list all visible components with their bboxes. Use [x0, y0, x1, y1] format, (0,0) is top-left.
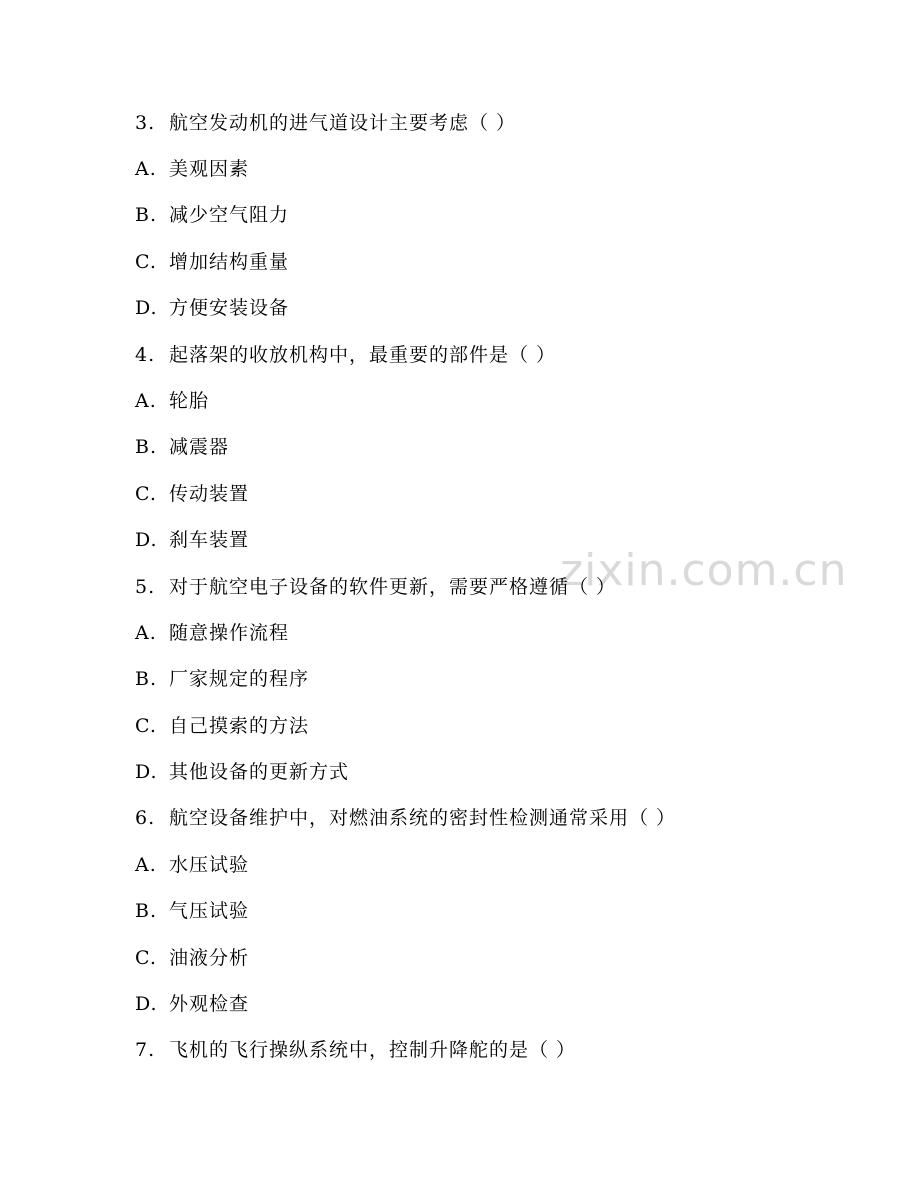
option-text: 随意操作流程: [169, 622, 290, 644]
option-text: 厂家规定的程序: [169, 668, 310, 690]
question-text: 航空发动机的进气道设计主要考虑（ ）: [169, 112, 517, 134]
option-d: [135, 525, 249, 555]
option-text: 轮胎: [169, 390, 210, 412]
question-5: [135, 572, 616, 602]
option-label: C.: [135, 251, 157, 273]
question-3: [135, 108, 516, 138]
question-number: 4.: [135, 344, 156, 366]
option-d: [135, 757, 349, 787]
option-text: 方便安装设备: [169, 297, 290, 319]
option-text: 油液分析: [169, 947, 250, 969]
option-b: [135, 432, 229, 462]
option-d: [135, 293, 289, 323]
option-label: C.: [135, 715, 157, 737]
option-a: [135, 386, 209, 416]
option-label: A.: [135, 622, 157, 644]
question-text: 航空设备维护中，对燃油系统的密封性检测通常采用（ ）: [169, 807, 677, 829]
option-label: C.: [135, 483, 157, 505]
question-4: [135, 340, 556, 370]
option-text: 刹车装置: [169, 529, 250, 551]
option-label: D.: [135, 529, 158, 551]
watermark: zixin.com.cn: [560, 545, 848, 596]
option-text: 自己摸索的方法: [169, 715, 310, 737]
option-a: [135, 850, 249, 880]
option-label: C.: [135, 947, 157, 969]
option-c: [135, 943, 249, 973]
question-text: 起落架的收放机构中，最重要的部件是（ ）: [169, 344, 557, 366]
option-b: [135, 664, 309, 694]
option-label: D.: [135, 761, 158, 783]
question-number: 5.: [135, 576, 156, 598]
question-number: 7.: [135, 1039, 156, 1061]
option-c: [135, 247, 289, 277]
option-b: [135, 200, 289, 230]
option-text: 传动装置: [169, 483, 250, 505]
option-text: 减少空气阻力: [169, 204, 290, 226]
option-text: 美观因素: [169, 158, 250, 180]
option-text: 其他设备的更新方式: [169, 761, 350, 783]
question-number: 3.: [135, 112, 156, 134]
option-text: 水压试验: [169, 854, 250, 876]
question-text: 飞机的飞行操纵系统中，控制升降舵的是（ ）: [169, 1039, 577, 1061]
question-7: [135, 1035, 576, 1065]
question-text: 对于航空电子设备的软件更新，需要严格遵循（ ）: [169, 576, 617, 598]
option-label: B.: [135, 204, 158, 226]
option-c: [135, 711, 309, 741]
option-a: [135, 618, 289, 648]
option-label: D.: [135, 993, 158, 1015]
option-label: B.: [135, 668, 158, 690]
option-text: 气压试验: [169, 900, 250, 922]
option-text: 增加结构重量: [169, 251, 290, 273]
option-a: [135, 154, 249, 184]
option-c: [135, 479, 249, 509]
option-label: D.: [135, 297, 158, 319]
option-text: 外观检查: [169, 993, 250, 1015]
option-label: B.: [135, 900, 158, 922]
option-text: 减震器: [169, 436, 230, 458]
option-label: A.: [135, 158, 157, 180]
question-number: 6.: [135, 807, 156, 829]
question-6: [135, 803, 676, 833]
option-b: [135, 896, 249, 926]
option-label: B.: [135, 436, 158, 458]
option-d: [135, 989, 249, 1019]
option-label: A.: [135, 854, 157, 876]
option-label: A.: [135, 390, 157, 412]
